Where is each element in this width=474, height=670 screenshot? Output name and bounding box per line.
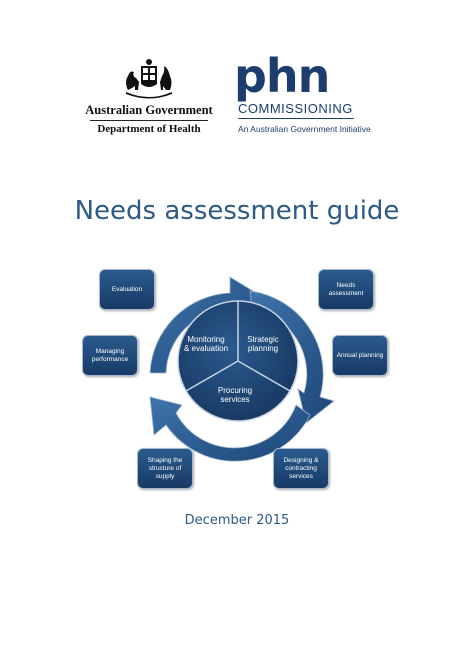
department-name: Department of Health: [97, 123, 201, 135]
step-needs-assessment: Needs assessment: [318, 269, 374, 310]
step-designing-contracting: Designing & contracting services: [273, 448, 329, 489]
australian-government-logo: [84, 56, 214, 140]
segment-monitoring-evaluation: Monitoring & evaluation: [183, 335, 229, 353]
phn-commissioning-text: COMMISSIONING: [238, 101, 353, 116]
step-managing-performance: Managing performance: [82, 335, 138, 376]
commissioning-cycle-diagram: [80, 255, 400, 500]
phn-tagline: An Australian Government Initiative: [238, 124, 371, 134]
divider: [90, 120, 208, 121]
step-evaluation: Evaluation: [99, 269, 155, 310]
segment-procuring-services: Procuring services: [217, 386, 253, 404]
phn-wordmark: phn: [234, 49, 330, 103]
segment-strategic-planning: Strategic planning: [247, 335, 279, 353]
government-name: Australian Government: [85, 103, 213, 117]
coat-of-arms-icon: [120, 56, 178, 102]
step-annual-planning: Annual planning: [332, 335, 388, 376]
phn-commissioning-logo: [234, 49, 374, 140]
page-header: [0, 0, 474, 150]
document-title: Needs assessment guide: [74, 196, 400, 226]
step-shaping-supply: Shaping the structure of supply: [137, 448, 193, 489]
publication-date: December 2015: [184, 513, 290, 528]
divider: [238, 118, 354, 119]
